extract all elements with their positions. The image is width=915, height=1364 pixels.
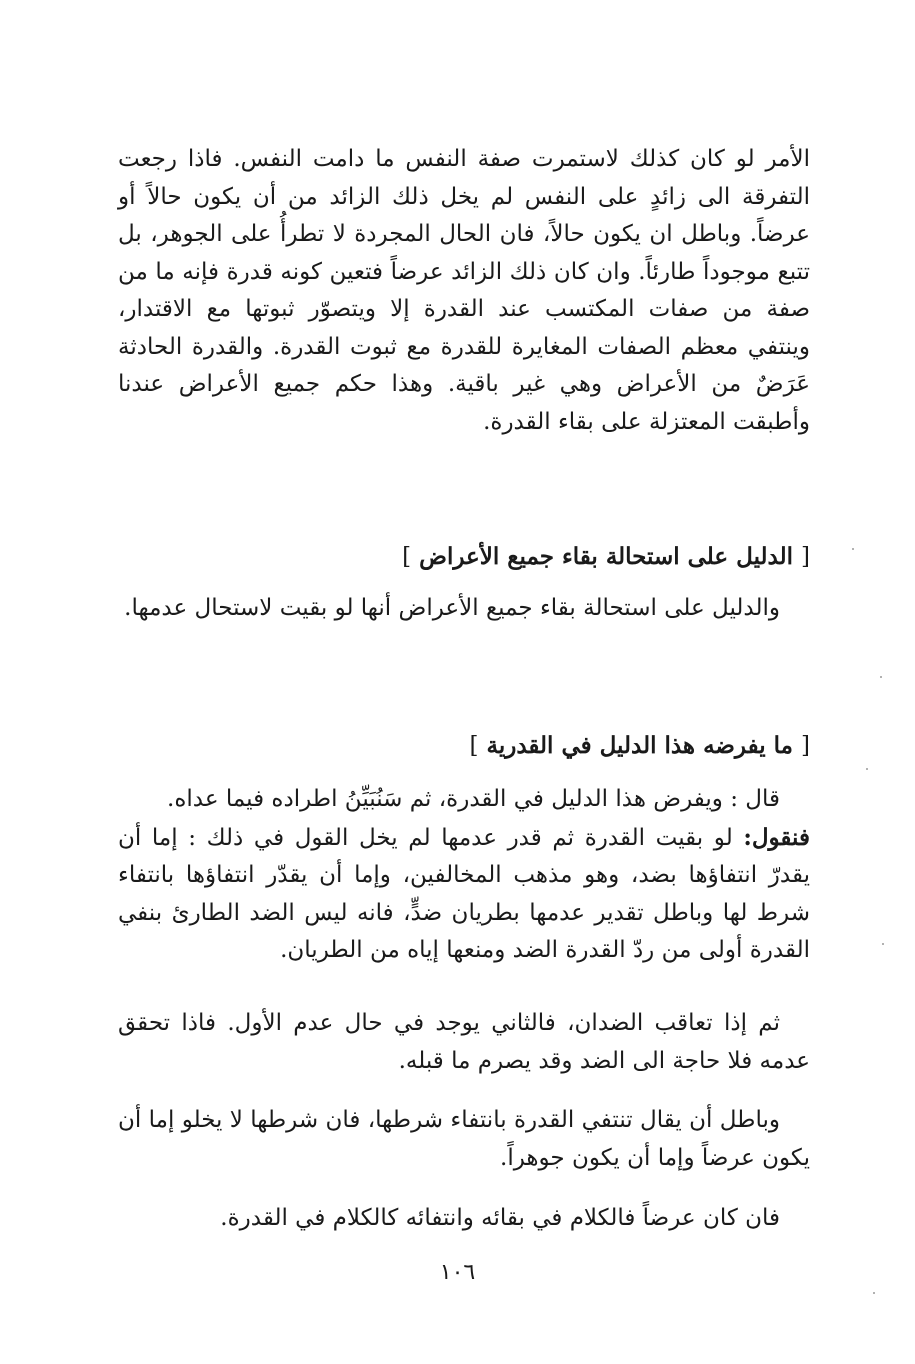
paragraph-text: والدليل على استحالة بقاء جميع الأعراض أنها لو بقيت لاستحال عدمها. (124, 595, 780, 621)
heading-close-bracket: ] (469, 733, 479, 759)
scan-speck (866, 768, 868, 770)
scan-speck (873, 1292, 875, 1294)
lead-word: فنقول: (743, 823, 810, 851)
body-paragraph-1 (118, 141, 810, 441)
paragraph-text: فان كان عرضاً فالكلام في بقائه وانتفائه كالكلام في القدرة. (220, 1205, 780, 1231)
body-paragraph-5 (118, 1005, 810, 1080)
body-paragraph-2 (118, 590, 810, 628)
scan-speck (852, 548, 854, 550)
paragraph-text: وباطل أن يقال تنتفي القدرة بانتفاء شرطها، فان شرطها لا يخلو إما أن يكون عرضاً وإما أن يكون جوهراً. (118, 1107, 810, 1171)
body-paragraph-3-4 (118, 781, 810, 970)
heading-open-bracket: [ (801, 544, 810, 570)
body-paragraph-6 (118, 1102, 810, 1177)
heading-open-bracket: [ (801, 733, 810, 759)
body-paragraph-7 (118, 1200, 810, 1238)
scan-speck (882, 943, 884, 945)
section-heading-proof-of-impossibility (118, 538, 810, 576)
heading-close-bracket: ] (402, 544, 412, 570)
section-heading-what-proof-assumes (118, 727, 810, 765)
heading-title: ما يفرضه هذا الدليل في القدرية (486, 732, 793, 759)
scan-speck (880, 676, 882, 678)
paragraph-text: الأمر لو كان كذلك لاستمرت صفة النفس ما دامت النفس. فاذا رجعت التفرقة الى زائدٍ على النفس لم يخل ذلك الزائد من أن يكون حالاً أو عرضاً. وباطل ان يكون حالاً، فان الحال المجردة لا تطرأُ على الجوهر، بل تتبع موجوداً طارئاً. وان كان ذلك الزائد عرضاً فتعين كونه قدرة فإنه ما من صفة من صفات المكتسب عند القدرة إلا ويتصوّر ثبوتها مع الاقتدار، وينتفي معظم الصفات المغايرة للقدرة مع ثبوت القدرة. والقدرة الحادثة عَرَضٌ من الأعراض وهي غير باقية. وهذا حكم جميع الأعراض عندنا وأطبقت المعتزلة على بقاء القدرة. (118, 146, 810, 435)
heading-title: الدليل على استحالة بقاء جميع الأعراض (419, 543, 793, 570)
paragraph-text: قال : ويفرض هذا الدليل في القدرة، ثم سَنُبَيِّنُ اطراده فيما عداه. (167, 786, 780, 812)
paragraph-text (118, 819, 810, 970)
page-number: ١٠٦ (439, 1260, 476, 1285)
paragraph-body: لو بقيت القدرة ثم قدر عدمها لم يخل القول في ذلك : إما أن يقدرّ انتفاؤها بضد، وهو مذهب المخالفين، وإما أن يقدّر انتفاؤها بانتفاء شرط لها وباطل تقدير عدمها بطريان ضدٍّ، فانه ليس الضد الطارئ بنفي القدرة أولى من ردّ القدرة الضد ومنعها إياه من الطريان. (118, 824, 810, 963)
paragraph-text: ثم إذا تعاقب الضدان، فالثاني يوجد في حال عدم الأول. فاذا تحقق عدمه فلا حاجة الى الضد وقد يصرم ما قبله. (118, 1010, 810, 1074)
